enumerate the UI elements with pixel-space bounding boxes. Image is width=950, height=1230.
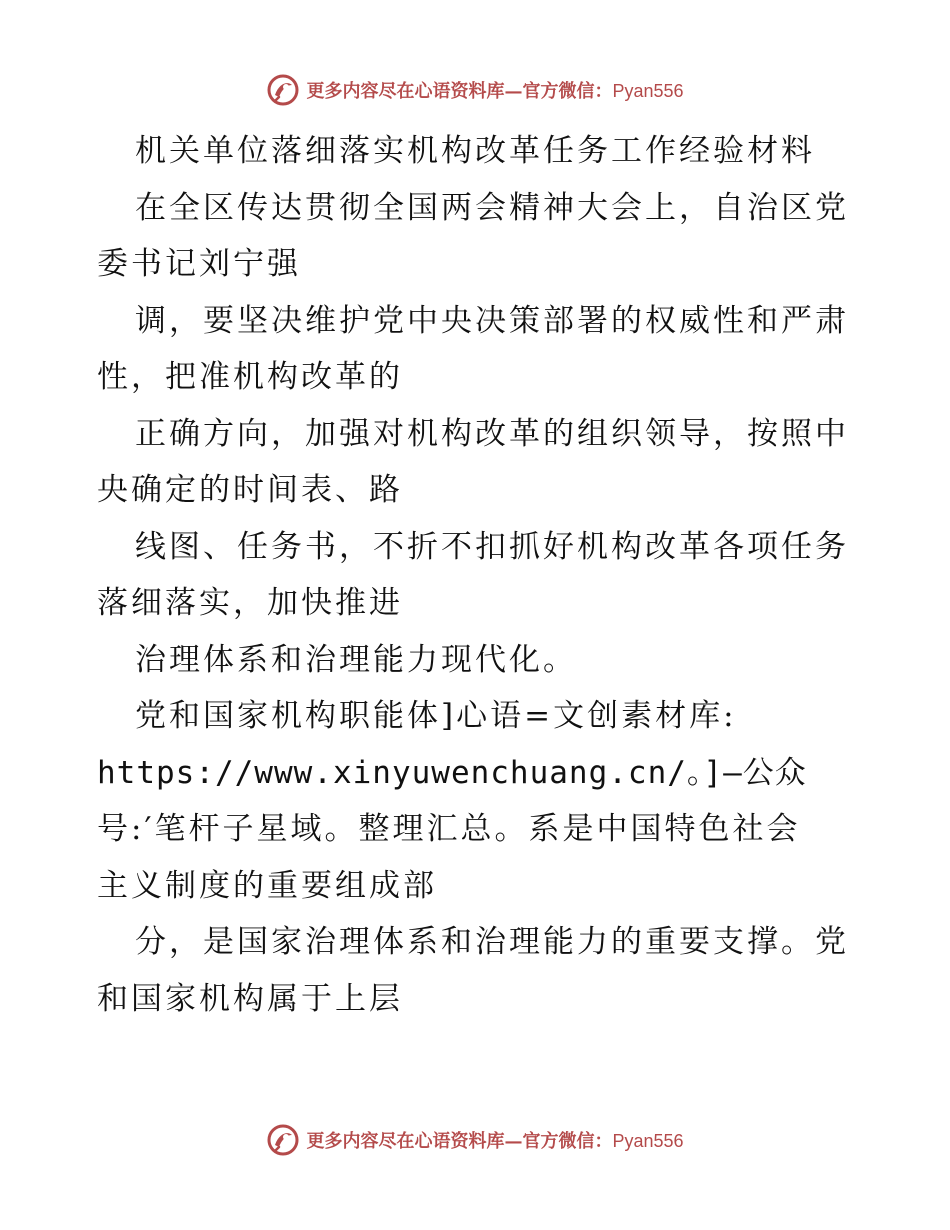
footer-watermark-banner [0, 1120, 950, 1160]
paragraph-line: 落细落实，加快推进 [97, 585, 403, 621]
paragraph-line: 分，是国家治理体系和治理能力的重要支撑。党 [135, 924, 849, 960]
paragraph-line: 在全区传达贯彻全国两会精神大会上，自治区党 [135, 189, 849, 226]
paragraph-line: 性，把准机构改革的 [97, 359, 403, 395]
url-line: https://www.xinyuwenchuang.cn/。]—公众 [97, 754, 807, 791]
paragraph-line: 号:′笔杆子星域。整理汇总。系是中国特色社会 [97, 811, 801, 847]
paragraph-line: 主义制度的重要组成部 [97, 867, 437, 904]
paragraph-line: 治理体系和治理能力现代化。 [135, 641, 577, 678]
rose-pen-logo-icon [266, 73, 300, 107]
document-body [97, 123, 857, 1027]
wechat-id: Pyan556 [612, 81, 684, 101]
header-watermark-banner [0, 70, 950, 110]
watermark-text: 更多内容尽在心语资料库—官方微信：Pyan556 [306, 1131, 684, 1152]
paragraph-line: 党和国家机构职能体]心语=文创素材库: [135, 698, 737, 734]
paragraph-line: 和国家机构属于上层 [97, 980, 403, 1017]
document-title: 机关单位落细落实机构改革任务工作经验材料 [135, 133, 815, 169]
paragraph-line: 线图、任务书，不折不扣抓好机构改革各项任务 [135, 528, 849, 565]
paragraph-line: 调，要坚决维护党中央决策部署的权威性和严肃 [135, 302, 849, 339]
paragraph-line: 正确方向，加强对机构改革的组织领导，按照中 [135, 415, 849, 452]
paragraph-line: 央确定的时间表、路 [97, 472, 403, 508]
wechat-id: Pyan556 [612, 1131, 684, 1151]
paragraph-line: 委书记刘宁强 [97, 246, 301, 282]
watermark-text: 更多内容尽在心语资料库—官方微信：Pyan556 [306, 81, 684, 102]
rose-pen-logo-icon [266, 1123, 300, 1157]
